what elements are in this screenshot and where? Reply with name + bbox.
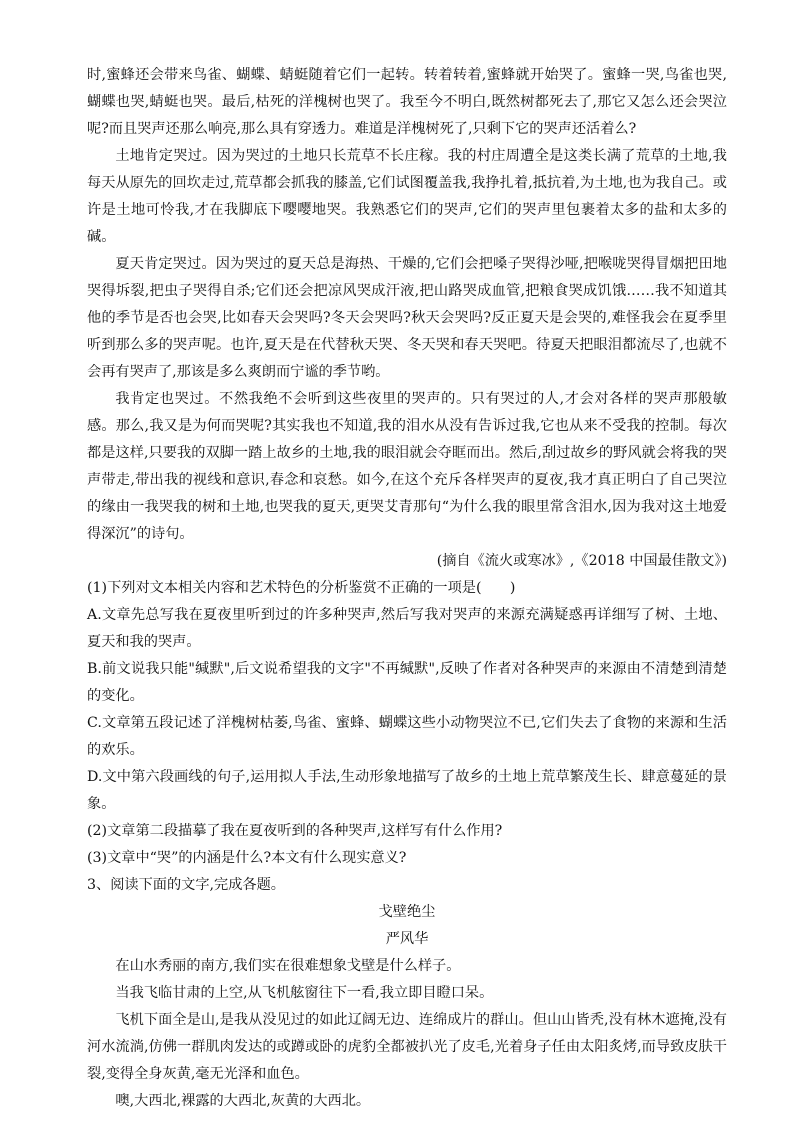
document-content [87, 62, 727, 1115]
option-b: B.前文说我只能"缄默",后文说希望我的文字"不再缄默",反映了作者对各种哭声的来源由不清楚到清楚的变化。 [87, 661, 727, 704]
question-1: (1)下列对文本相关内容和艺术特色的分析鉴赏不正确的一项是( ) [87, 580, 516, 596]
question-3: (3)文章中“哭”的内涵是什么?本文有什么现实意义? [87, 850, 407, 866]
question-2: (2)文章第二段描摹了我在夏夜听到的各种哭声,这样写有什么作用? [87, 823, 503, 839]
section-3-paragraph-4: 噢,大西北,裸露的大西北,灰黄的大西北。 [115, 1093, 371, 1109]
section-3-title: 戈壁绝尘 [378, 904, 436, 920]
option-d: D.文中第六段画线的句子,运用拟人手法,生动形象地描写了故乡的土地上荒草繁茂生长、肆意蔓延的景象。 [87, 769, 727, 812]
section-3-paragraph-3: 飞机下面全是山,是我从没见过的如此辽阔无边、连绵成片的群山。但山山皆秃,没有林木遮掩,没有河水流淌,仿佛一群肌肉发达的或蹲或卧的虎豹全都被扒光了皮毛,光着身子任由太阳炙烤,而导致皮肤干裂,变得全身灰黄,毫无光泽和血色。 [87, 1012, 727, 1082]
section-3-paragraph-2: 当我飞临甘肃的上空,从飞机舷窗往下一看,我立即目瞪口呆。 [115, 985, 494, 1001]
passage-paragraph-1: 时,蜜蜂还会带来鸟雀、蝴蝶、蜻蜓随着它们一起转。转着转着,蜜蜂就开始哭了。蜜蜂一哭,鸟雀也哭,蝴蝶也哭,蜻蜓也哭。最后,枯死的洋槐树也哭了。我至今不明白,既然树都死去了,那它又怎么还会哭泣呢?而且哭声还那么响亮,那么具有穿透力。难道是洋槐树死了,只剩下它的哭声还活着么? [87, 67, 727, 137]
passage-paragraph-2: 土地肯定哭过。因为哭过的土地只长荒草不长庄稼。我的村庄周遭全是这类长满了荒草的土地,我每天从原先的回坎走过,荒草都会抓我的膝盖,它们试图覆盖我,我挣扎着,抵抗着,为土地,也为我自己。或许是土地可怜我,才在我脚底下嘤嘤地哭。我熟悉它们的哭声,它们的哭声里包裹着太多的盐和太多的碱。 [87, 148, 727, 245]
section-3-paragraph-1: 在山水秀丽的南方,我们实在很难想象戈壁是什么样子。 [115, 958, 461, 974]
passage-paragraph-4: 我肯定也哭过。不然我绝不会听到这些夜里的哭声的。只有哭过的人,才会对各样的哭声那般敏感。那么,我又是为何而哭呢?其实我也不知道,我的泪水从没有告诉过我,它也从来不受我的控制。每次都是这样,只要我的双脚一踏上故乡的土地,我的眼泪就会夺眶而出。然后,刮过故乡的野风就会将我的哭声带走,带出我的视线和意识,春念和哀愁。如今,在这个充斥各样哭声的夏夜,我才真正明白了自己哭泣的缘由一我哭我的树和土地,也哭我的夏天,更哭艾青那句“为什么我的眼里常含泪水,因为我对这土地爱得深沉”的诗句。 [87, 391, 727, 542]
section-3-instruction: 3、阅读下面的文字,完成各题。 [87, 877, 285, 893]
passage-source: (摘自《流火或寒冰》,《2018 中国最佳散文》) [436, 553, 727, 569]
passage-paragraph-3: 夏天肯定哭过。因为哭过的夏天总是海热、干燥的,它们会把嗓子哭得沙哑,把喉咙哭得冒烟把田地哭得坼裂,把虫子哭得自杀;它们还会把凉风哭成汗液,把山路哭成血管,把粮食哭成饥饿……我不知道其他的季节是否也会哭,比如春天会哭吗?冬天会哭吗?秋天会哭吗?反正夏天是会哭的,难怪我会在夏季里听到那么多的哭声呢。也许,夏天是在代替秋天哭、冬天哭和春天哭吧。待夏天把眼泪都流尽了,也就不会再有哭声了,那该是多么爽朗而宁谧的季节哟。 [87, 256, 727, 380]
option-c: C.文章第五段记述了洋槐树枯萎,鸟雀、蜜蜂、蝴蝶这些小动物哭泣不已,它们失去了食物的来源和生活的欢乐。 [87, 715, 727, 758]
option-a: A.文章先总写我在夏夜里听到过的许多种哭声,然后写我对哭声的来源充满疑惑再详细写了树、土地、夏天和我的哭声。 [87, 607, 727, 650]
section-3-author: 严风华 [385, 931, 429, 947]
